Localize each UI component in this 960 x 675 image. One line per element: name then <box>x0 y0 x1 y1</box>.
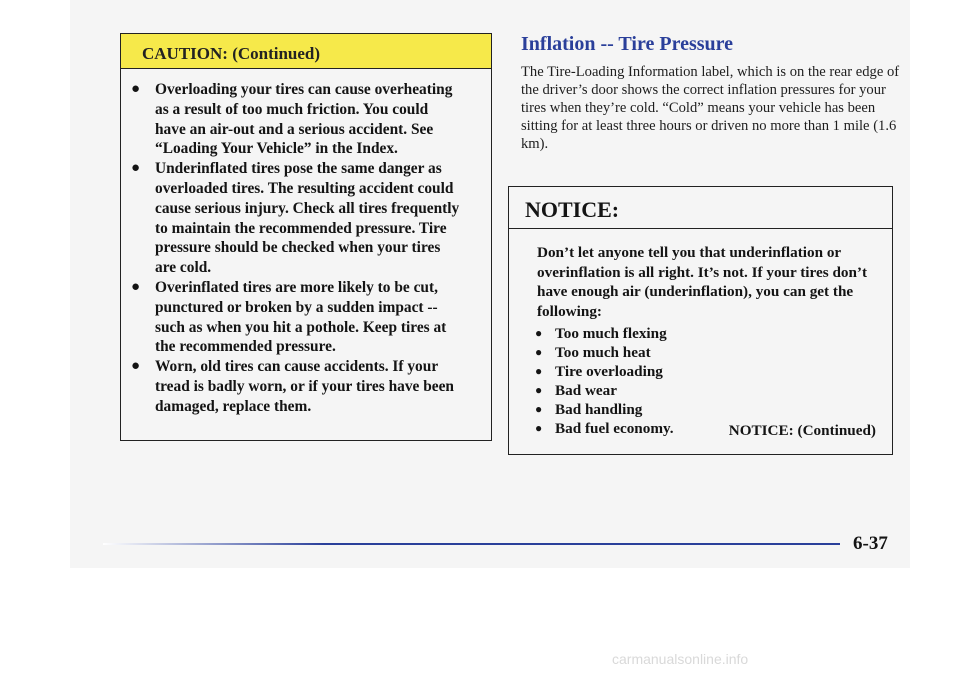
notice-title: NOTICE: <box>509 187 892 229</box>
notice-item: ● Tire overloading <box>535 363 663 381</box>
notice-lead: Don’t let anyone tell you that underinflation or overinflation is all right. It’s not. If your tires don’t have enough air (underinflation), you can get the following: <box>537 244 868 320</box>
notice-item: ● Bad handling <box>535 401 643 419</box>
bullet-icon: ● <box>131 278 141 295</box>
caution-item: ● Worn, old tires can cause accidents. If your tread is badly worn, or if your tires have been damaged, replace them. <box>131 358 454 415</box>
bullet-icon: ● <box>535 421 543 436</box>
notice-continued: NOTICE: (Continued) <box>728 422 876 439</box>
caution-item: ● Overloading your tires can cause overheating as a result of too much friction. You could have an air-out and a serious accident. See “Loading Your Vehicle” in the Index. <box>131 81 453 158</box>
notice-box <box>508 186 893 455</box>
caution-item: ● Underinflated tires pose the same danger as overloaded tires. The resulting accident could cause serious injury. Check all tires frequently to maintain the recommended pressure. Tire pressure should be checked when your tires are cold. <box>131 160 460 277</box>
bullet-icon: ● <box>131 358 141 375</box>
bullet-icon: ● <box>535 383 543 398</box>
page-number: 6-37 <box>853 533 888 554</box>
watermark: carmanualsonline.info <box>612 651 749 667</box>
notice-body <box>509 229 892 438</box>
caution-list <box>121 69 491 417</box>
caution-item: ● Overinflated tires are more likely to be cut, punctured or broken by a sudden impact -- such as when you hit a pothole. Keep tires at the recommended pressure. <box>131 278 447 356</box>
bullet-icon: ● <box>535 326 543 341</box>
notice-item: ● Bad wear <box>535 382 618 400</box>
section-heading: Inflation -- Tire Pressure <box>521 33 734 55</box>
bullet-icon: ● <box>535 345 543 360</box>
bullet-icon: ● <box>131 160 141 177</box>
notice-item: ● Bad fuel economy. <box>535 420 674 438</box>
notice-item: ● Too much flexing <box>535 325 667 343</box>
intro-paragraph: The Tire-Loading Information label, which is on the rear edge of the driver’s door shows the correct inflation pressures for your tires when they’re cold. “Cold” means your vehicle has been sitting for at least three hours or driven no more than 1 mile (1.6 km). <box>521 64 900 152</box>
bullet-icon: ● <box>535 402 543 417</box>
footer-rule <box>103 543 840 545</box>
bullet-icon: ● <box>131 81 141 97</box>
bullet-icon: ● <box>535 364 543 379</box>
caution-box <box>120 33 492 441</box>
caution-title: CAUTION: (Continued) <box>121 34 491 69</box>
notice-item: ● Too much heat <box>535 344 651 362</box>
